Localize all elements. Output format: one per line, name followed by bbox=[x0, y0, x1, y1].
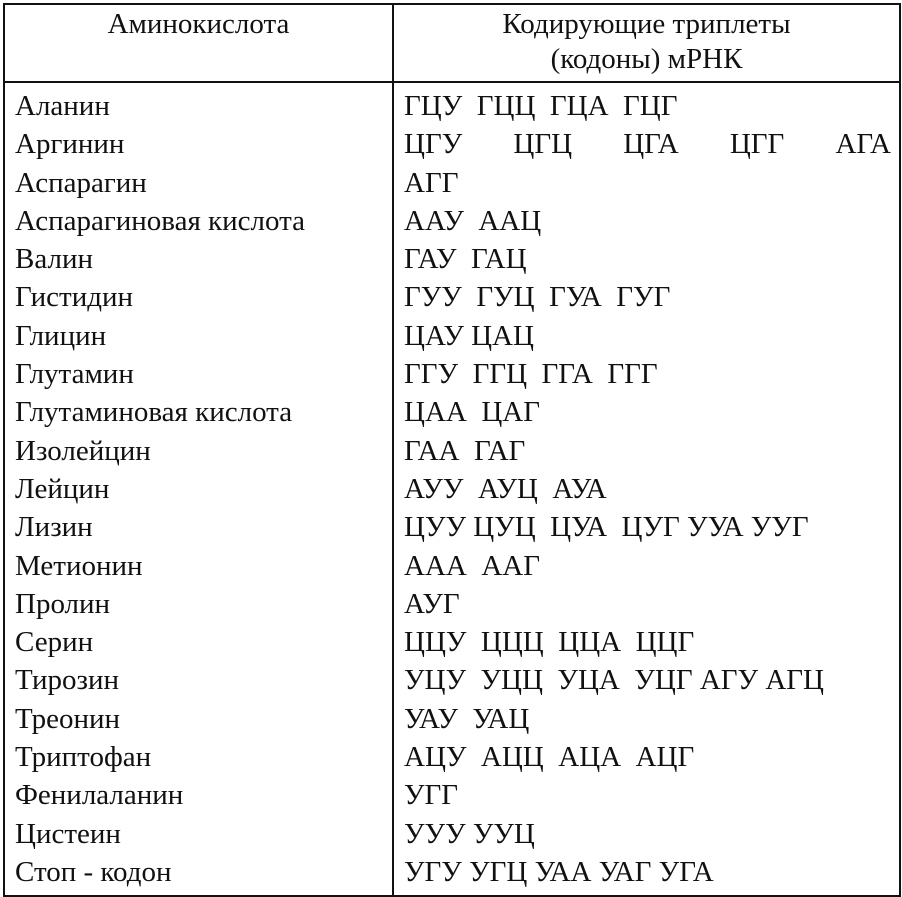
codon-list: ЦЦУ ЦЦЦ ЦЦА ЦЦГ bbox=[404, 626, 695, 659]
codon: АГА bbox=[835, 128, 891, 161]
codon-list: АУГ bbox=[404, 587, 460, 620]
codon-list bbox=[394, 125, 899, 163]
amino-acid-name: Глицин bbox=[15, 319, 107, 352]
codon: ЦГГ bbox=[729, 128, 785, 161]
codon-list: УЦУ УЦЦ УЦА УЦГ АГУ АГЦ bbox=[404, 664, 824, 697]
codon-list: УГУ УГЦ УАА УАГ УГА bbox=[404, 855, 714, 888]
header-codons-line1: Кодирующие триплеты bbox=[502, 8, 791, 40]
codon-list: ГАУ ГАЦ bbox=[404, 243, 527, 276]
amino-acid-name: Глутаминовая кислота bbox=[15, 396, 293, 429]
amino-acid-name: Аланин bbox=[15, 90, 110, 122]
codon-table bbox=[3, 3, 901, 897]
codon-list: УАУ УАЦ bbox=[404, 702, 530, 735]
amino-acid-name: Пролин bbox=[15, 587, 111, 620]
amino-acid-name: Треонин bbox=[15, 702, 121, 735]
amino-acid-name: Аргинин bbox=[15, 128, 125, 161]
codon-list: ГГУ ГГЦ ГГА ГГГ bbox=[404, 358, 658, 391]
amino-acid-name: Аспарагин bbox=[15, 166, 147, 199]
codon-list: АГГ bbox=[404, 166, 459, 199]
amino-acid-column bbox=[4, 82, 393, 896]
codon: ЦГЦ bbox=[513, 128, 573, 161]
amino-acid-name: Триптофан bbox=[15, 741, 152, 774]
amino-acid-name: Стоп - кодон bbox=[15, 855, 172, 888]
amino-acid-name: Лизин bbox=[15, 511, 93, 544]
codon-list: УГГ bbox=[404, 779, 459, 812]
amino-acid-name: Гистидин bbox=[15, 281, 134, 314]
codon-list: ЦУУ ЦУЦ ЦУА ЦУГ УУА УУГ bbox=[404, 511, 809, 544]
amino-acid-name: Валин bbox=[15, 243, 93, 276]
codon-list: ААУ ААЦ bbox=[404, 204, 542, 237]
amino-acid-name: Фенилаланин bbox=[15, 779, 184, 812]
amino-acid-name: Лейцин bbox=[15, 472, 110, 505]
header-amino-acid-label: Аминокислота bbox=[107, 8, 290, 40]
amino-acid-name: Аспарагиновая кислота bbox=[15, 204, 306, 237]
codon-list: ЦАУ ЦАЦ bbox=[404, 319, 534, 352]
codon-list: АУУ АУЦ АУА bbox=[404, 472, 607, 505]
amino-acid-name: Серин bbox=[15, 626, 94, 659]
header-amino-acid bbox=[4, 4, 393, 82]
amino-acid-name: Изолейцин bbox=[15, 434, 151, 467]
table-header-row bbox=[4, 4, 900, 82]
codon: ЦГУ bbox=[404, 128, 463, 161]
codon: ЦГА bbox=[623, 128, 679, 161]
codon-list: АЦУ АЦЦ АЦА АЦГ bbox=[404, 741, 695, 774]
header-codons bbox=[393, 4, 900, 82]
amino-acid-name: Метионин bbox=[15, 549, 143, 582]
amino-acid-name: Глутамин bbox=[15, 358, 134, 391]
codon-list: УУУ УУЦ bbox=[404, 817, 535, 850]
amino-acid-name: Тирозин bbox=[15, 664, 120, 697]
amino-acid-name: Цистеин bbox=[15, 817, 121, 850]
codon-column bbox=[393, 82, 900, 896]
codon-list: ГАА ГАГ bbox=[404, 434, 526, 467]
codon-list: ГУУ ГУЦ ГУА ГУГ bbox=[404, 281, 671, 314]
header-codons-line2: (кодоны) мРНК bbox=[550, 43, 743, 75]
codon-list: ААА ААГ bbox=[404, 549, 540, 582]
table-body-row bbox=[4, 82, 900, 896]
codon-list: ГЦУ ГЦЦ ГЦА ГЦГ bbox=[404, 90, 678, 122]
codon-list: ЦАА ЦАГ bbox=[404, 396, 540, 429]
